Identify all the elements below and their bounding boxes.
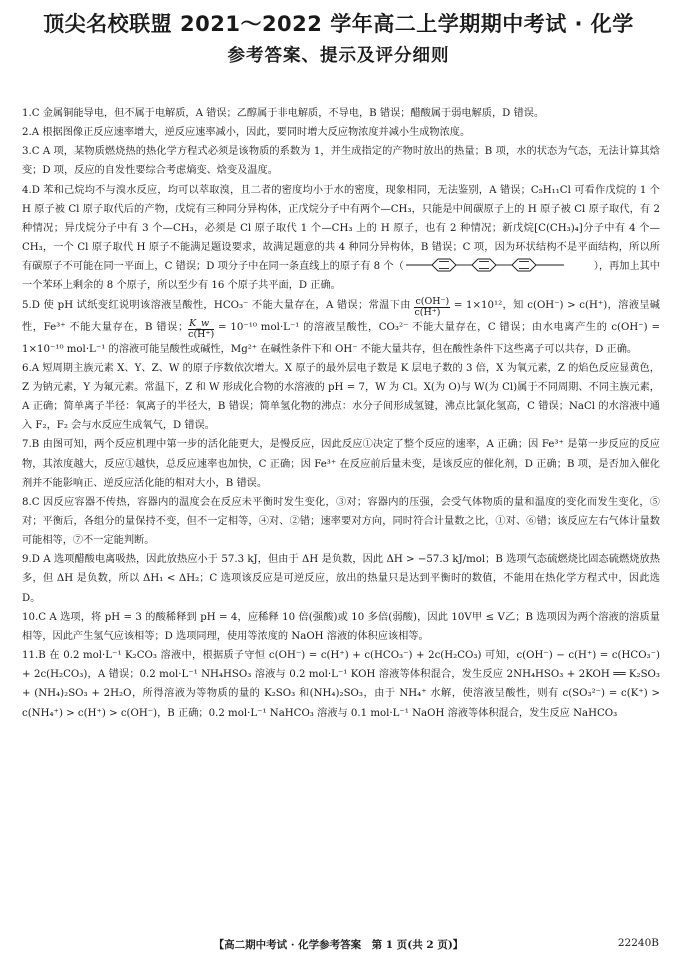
answer-number: 10.C <box>22 611 46 623</box>
answer-text: A 项，某物质燃烧热的热化学方程式必须是该物质的系数为 1，并生成指定的产物时放出的热量；B 项，水的状态为气态，无法计算其焓变；D 项，反应的自发性要综合考虑熵变、焓变及温度。 <box>22 146 660 177</box>
terphenyl-structure-icon <box>404 258 594 272</box>
answer-text: ），再加上其中一个苯环上剩余的 8 个原子，所以至少有 16 个原子共平面，D 正确。 <box>22 261 660 292</box>
page-subtitle: 参考答案、提示及评分细则 <box>227 46 450 66</box>
answer-item-10 <box>22 608 660 646</box>
answer-item-5 <box>22 296 660 359</box>
answer-text: 根据图像正反应速率增大，逆反应速率减小，因此，要同时增大反应物浓度并减小生成物浓度。 <box>39 127 471 139</box>
answer-text: 因反应容器不传热，容器内的温度会在反应未平衡时发生变化，③对；容器内的压强，会受气体物质的量和温度的变化而发生变化，⑤对；平衡后，各组分的量保持不变，但不一定相等，④对、②错；速率要对方向，同时符合计量数之比，①对、⑥错；该反应左右气体计量数可能相等，⑦不一定能判断。 <box>22 496 660 547</box>
answer-text: A 选项，将 pH = 3 的酸稀释到 pH = 4，应稀释 10 倍(强酸)或 10 多倍(弱酸)，因此 10V甲 ≤ V乙；B 选项因为两个溶液的溶质量相等，因此产生氢气应该相等；D 选项同理，使用等浓度的 NaOH 溶液的体积应该相等。 <box>22 611 660 642</box>
fraction-denominator: c(H⁺) <box>414 306 441 318</box>
answer-text: 由图可知，两个反应机理中第一步的活化能更大，是慢反应，因此反应①决定了整个反应的速率，A 正确；因 Fe³⁺ 是第一步反应的反应物，其浓度越大，反应①越快，总反应速率也加快，C 正确；因 Fe³⁺ 在反应前后量未变，是该反应的催化剂，D 正确；B 项，是否加入催化剂并不能影响正、逆反应活化能的相对大小，B 错误。 <box>22 439 660 489</box>
answer-item-3 <box>22 142 660 180</box>
answer-list <box>22 104 660 723</box>
answer-item-6 <box>22 359 660 436</box>
answer-number: 7.B <box>22 439 40 451</box>
answer-text: 苯和己烷均不与溴水反应，均可以萃取溴，且二者的密度均小于水的密度，现象相同，无法鉴别，A 错误；C₅H₁₁Cl 可看作戊烷的 1 个 H 原子被 Cl 原子取代后的产物，戊烷有三种同分异构体，正戊烷分子中有两个—CH₃，只能是中间碳原子上的 H 原子被 Cl 原子取代，有 2 种情况；异戊烷分子中有 3 个—CH₃，必须是 Cl 原子取代 1 个—CH₃ 上的 H 原子，也有 2 种情况；新戊烷[C(CH₃)₄]分子中有 4 个—CH₃，一个 Cl 原子取代 H 原子不能满足题设要求，故满足题意的共 4 种同分异构体，B 错误；C 项，因为环状结构不是平面结构，所以所有碳原子不可能在同一平面上，C 错误；D 项分子中在同一条直线上的原子有 8 个（ <box>22 184 660 273</box>
answer-text: 使 pH 试纸变红说明该溶液呈酸性，HCO₃⁻ 不能大量存在，A 错误；常温下由 <box>39 299 415 311</box>
answer-number: 3.C <box>22 146 40 158</box>
answer-number: 2.A <box>22 127 40 139</box>
answer-item-9 <box>22 550 660 607</box>
answer-item-11 <box>22 646 660 723</box>
answer-number: 6.A <box>22 362 40 374</box>
answer-item-7 <box>22 435 660 492</box>
answer-text: = 1×10¹²，知 c(OH⁻) > c(H⁺)，溶液呈碱性，Fe³⁺ 不能大量存在，B 错误； <box>22 299 660 333</box>
answer-number: 1.C <box>22 108 40 119</box>
answer-number: 11.B <box>22 650 46 662</box>
answer-text: 在 0.2 mol·L⁻¹ K₂CO₃ 溶液中，根据质子守恒 c(OH⁻) = c(H⁺) + c(HCO₃⁻) + 2c(H₂CO₃) 可知，c(OH⁻) − c(H⁺) = c(HCO₃⁻) + 2c(H₂CO₃)，A 错误；0.2 mol·L⁻¹ NH₄HSO₃ 溶液与 0.2 mol·L⁻¹ KOH 溶液等体积混合，发生反应 2NH₄HSO₃ + 2KOH ══ K₂SO₃ + (NH₄)₂SO₃ + 2H₂O，所得溶液为等物质的量的 K₂SO₃ 和(NH₄)₂SO₃，由于 NH₄⁺ 水解，使溶液呈酸性，则有 c(SO₃²⁻) = c(K⁺) > c(NH₄⁺) > c(H⁺) > c(OH⁻)，B 正确；0.2 mol·L⁻¹ NaHCO₃ 溶液与 0.1 mol·L⁻¹ NaOH 溶液等体积混合，发生反应 NaHCO₃ <box>22 650 660 719</box>
fraction <box>414 297 450 318</box>
answer-number: 9.D <box>22 554 40 566</box>
answer-number: 8.C <box>22 496 40 508</box>
answer-number: 5.D <box>22 299 40 311</box>
answer-item-4 <box>22 181 660 296</box>
answer-text: A 选项醋酸电离吸热，因此放热应小于 57.3 kJ，但由于 ΔH 是负数，因此 ΔH > −57.3 kJ/mol；B 选项气态硫燃烧比固态硫燃烧放热多，但 ΔH 是负数，所以 ΔH₁ < ΔH₂；C 选项该反应是可逆反应，放出的热量只是达到平衡时的数值，不能用在热化学方程式中，因此选 D。 <box>22 554 660 604</box>
answer-text: 短周期主族元素 X、Y、Z、W 的原子序数依次增大。X 原子的最外层电子数是 K 层电子数的 3 倍，X 为氧元素，Z 的焰色反应显黄色，Z 为钠元素，Y 为氟元素。常温下，Z 和 W 形成化合物的水溶液的 pH = 7，W 为 Cl。X(为 O)与 W(为 Cl)属于不同周期、不同主族元素，A 正确；简单离子半径：氧离子的半径大，B 错误；简单氢化物的沸点：水分子间形成氢键，沸点比氯化氢高，C 错误；NaCl 的水溶液中通入 F₂，F₂ 会与水反应生成氧气，D 错误。 <box>22 362 660 432</box>
answer-item-8 <box>22 493 660 550</box>
fraction <box>188 319 214 340</box>
fraction-denominator: c(H⁺) <box>188 328 215 340</box>
answer-text: = 10⁻¹⁰ mol·L⁻¹ 的溶液呈酸性，CO₃²⁻ 不能大量存在，C 错误；由水电离产生的 c(OH⁻) = 1×10⁻¹⁰ mol·L⁻¹ 的溶液可能呈酸性或碱性，Mg²⁺ 在碱性条件下和 OH⁻ 不能大量共存，但在酸性条件下这些离子可以共存，D 正确。 <box>22 321 660 355</box>
answer-text: 金属铜能导电，但不属于电解质，A 错误；乙醇属于非电解质，不导电，B 错误；醋酸属于弱电解质，D 错误。 <box>39 108 545 119</box>
fraction-numerator: c(OH⁻) <box>415 295 450 307</box>
answer-item-1 <box>22 104 660 123</box>
page-title: 顶尖名校联盟 2021～2022 学年高二上学期期中考试 · 化学 <box>43 12 634 36</box>
footer-page-info: 【高二期中考试 · 化学参考答案 第 1 页(共 2 页)】 <box>213 939 464 951</box>
answer-number: 4.D <box>22 184 40 196</box>
fraction-numerator: K_w <box>188 319 214 330</box>
answer-item-2 <box>22 123 660 142</box>
footer-code: 22240B <box>617 937 659 949</box>
